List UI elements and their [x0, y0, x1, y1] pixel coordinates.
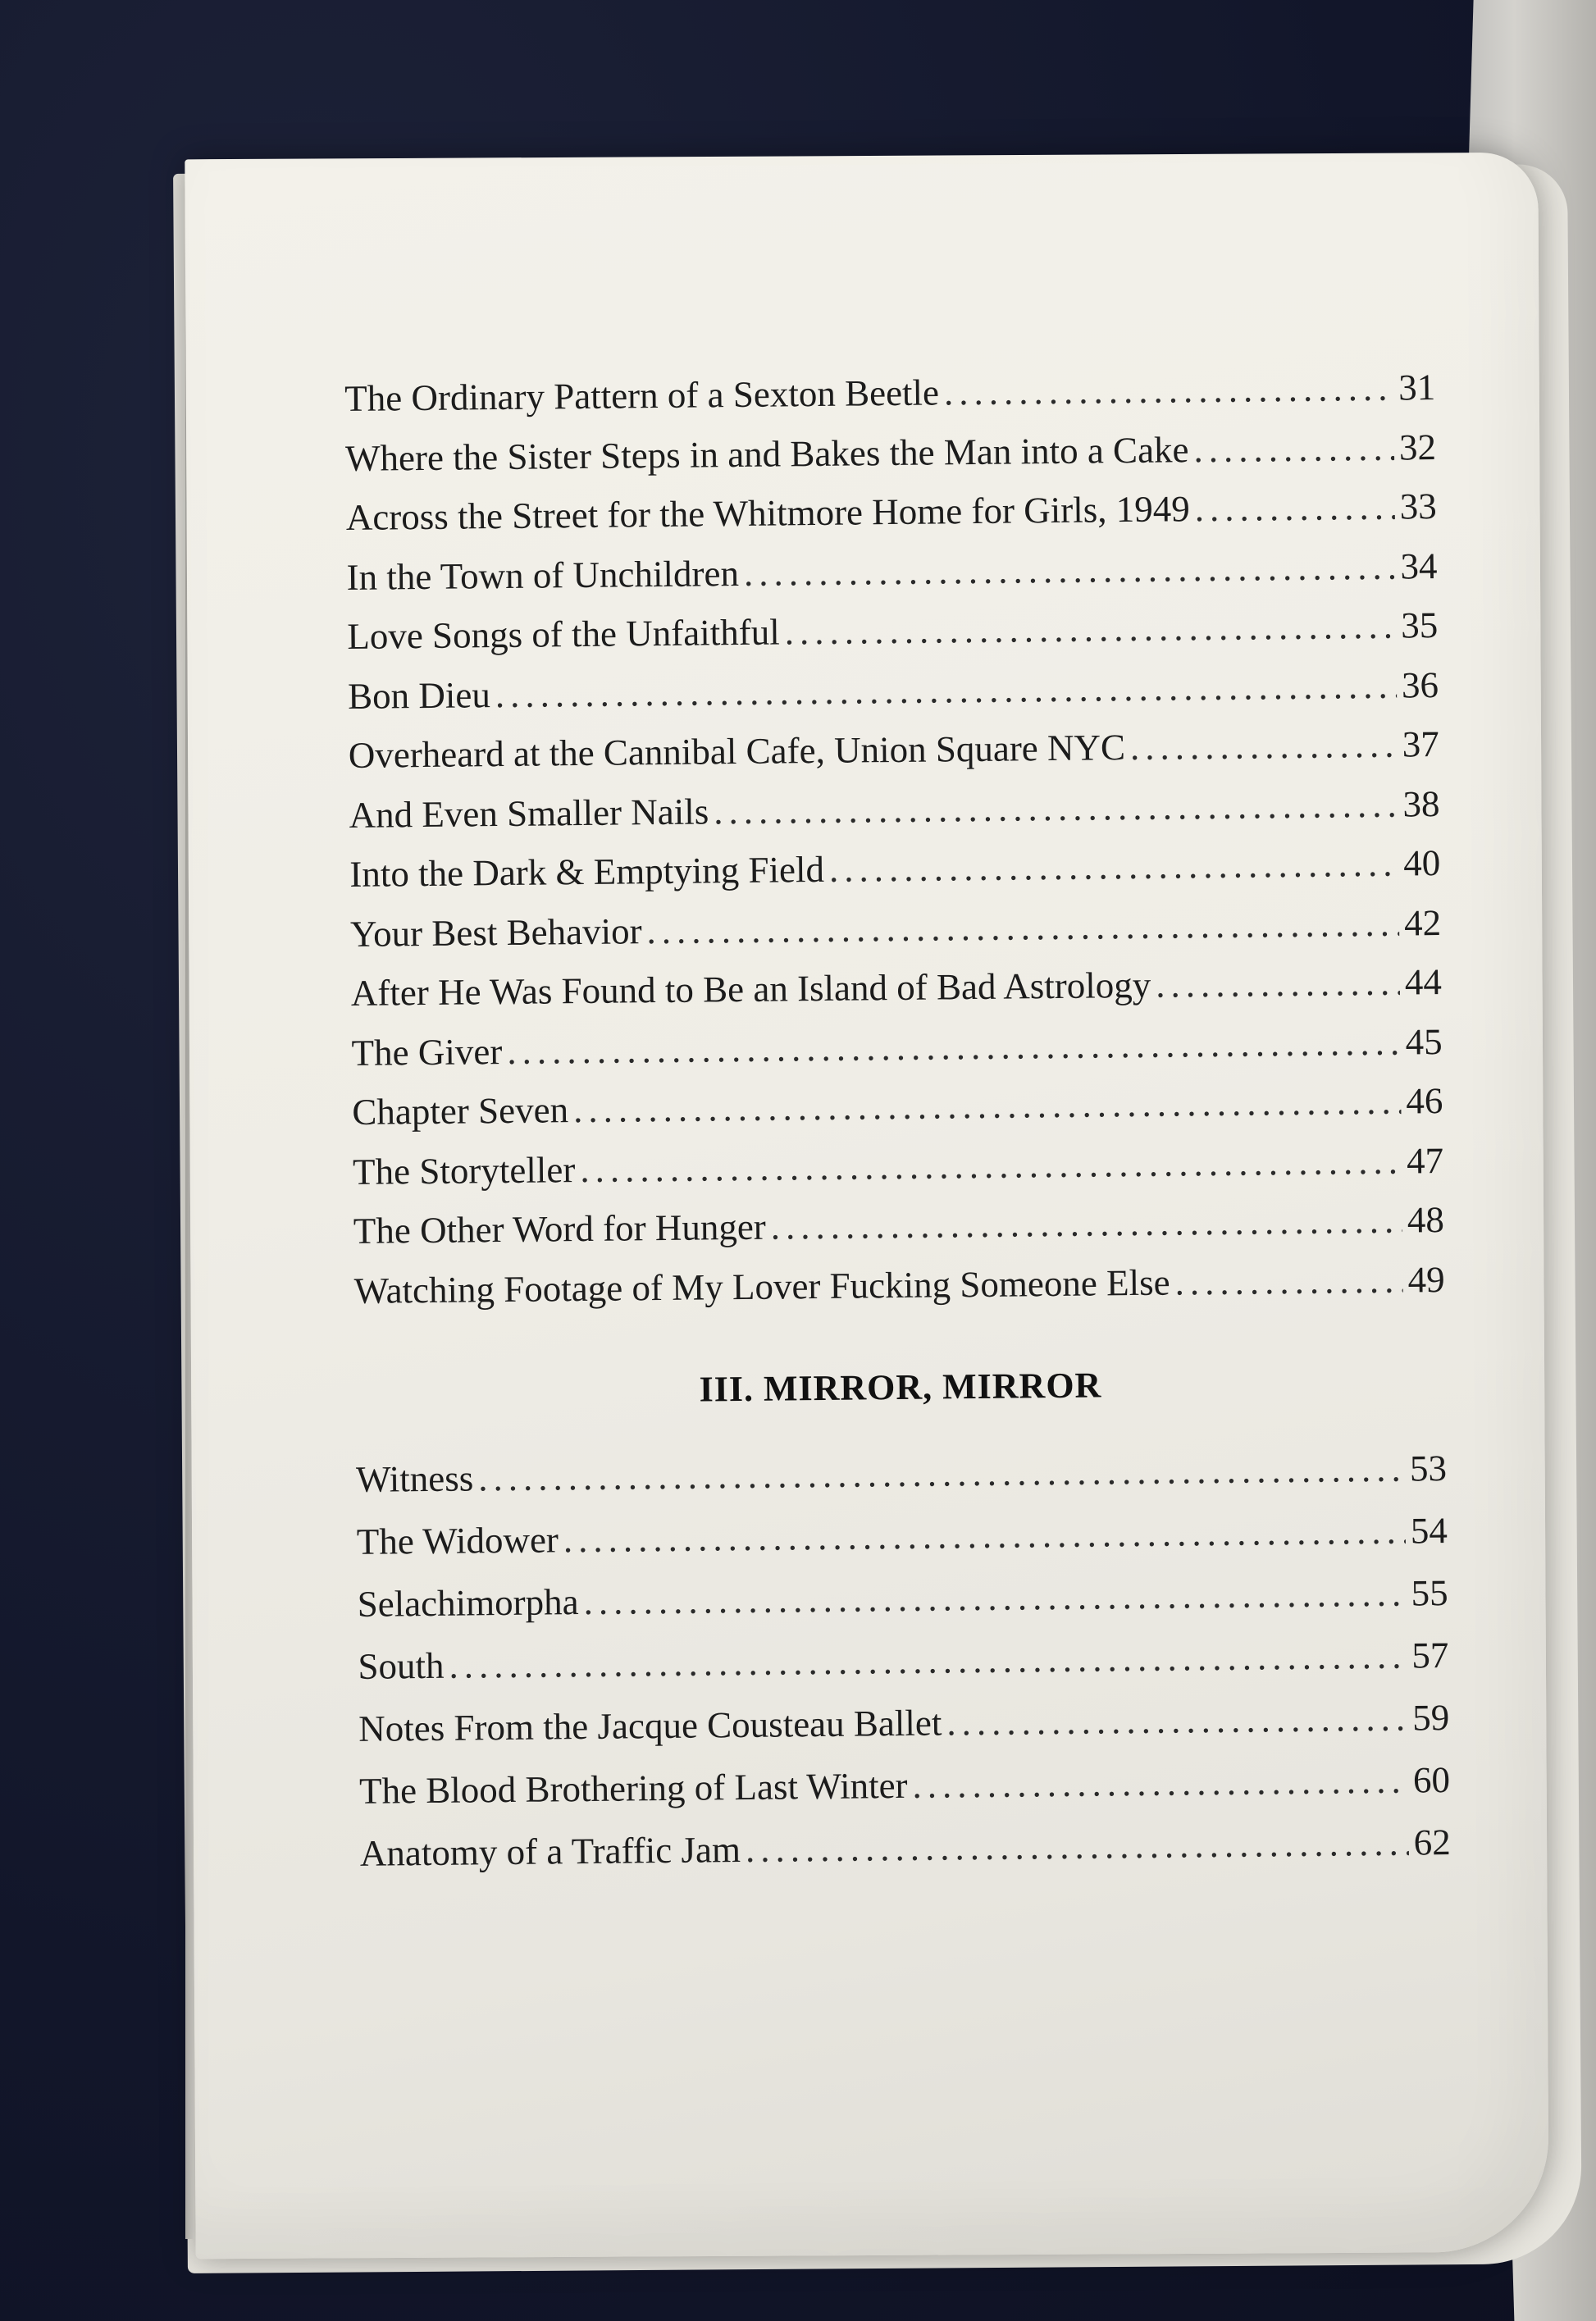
table-of-contents	[344, 366, 1451, 1895]
toc-entry-title: And Even Smaller Nails	[349, 790, 709, 836]
toc-entry-title: Overheard at the Cannibal Cafe, Union Square NYC	[348, 727, 1126, 776]
toc-entry-page: 42	[1403, 901, 1442, 944]
toc-entry-page: 37	[1402, 723, 1440, 765]
toc-entry-page: 53	[1409, 1448, 1448, 1489]
toc-entry-title: South	[358, 1644, 445, 1687]
toc-entry-title: The Other Word for Hunger	[353, 1206, 767, 1252]
toc-entry-title: Watching Footage of My Lover Fucking Someone Else	[353, 1261, 1170, 1311]
toc-entry	[360, 1821, 1452, 1895]
toc-entry-title: In the Town of Unchildren	[346, 552, 740, 598]
toc-entry-title: Anatomy of a Traffic Jam	[359, 1829, 741, 1874]
dot-leader	[829, 842, 1399, 891]
toc-entry-title: Selachimorpha	[357, 1581, 579, 1625]
dot-leader	[944, 367, 1394, 414]
toc-entry-page: 62	[1413, 1821, 1452, 1863]
toc-entry	[345, 426, 1437, 496]
toc-entry	[353, 1258, 1445, 1329]
toc-entry	[358, 1696, 1450, 1770]
toc-entry-page: 45	[1405, 1020, 1443, 1062]
toc-entry	[349, 841, 1441, 912]
dot-leader	[449, 1635, 1407, 1687]
toc-entry-page: 32	[1398, 426, 1437, 468]
toc-entry-title: The Storyteller	[352, 1148, 576, 1192]
toc-entry-page: 33	[1399, 486, 1437, 527]
dot-leader	[746, 1822, 1409, 1871]
toc-entry-title: Notes From the Jacque Cousteau Ballet	[358, 1702, 942, 1749]
dot-leader	[1194, 486, 1395, 531]
dot-leader	[646, 901, 1399, 952]
dot-leader	[1193, 426, 1394, 471]
toc-entry-page: 44	[1404, 961, 1443, 1003]
dot-leader	[573, 1080, 1402, 1132]
dot-leader	[478, 1448, 1405, 1500]
toc-entry-title: Your Best Behavior	[349, 910, 642, 955]
toc-entry	[359, 1758, 1451, 1832]
toc-entry	[349, 723, 1440, 793]
section-heading: III. MIRROR, MIRROR	[699, 1365, 1102, 1410]
toc-entry-page: 59	[1411, 1696, 1450, 1739]
toc-entry-page: 47	[1406, 1139, 1444, 1181]
toc-entry-title: The Widower	[356, 1519, 559, 1562]
toc-entry-page: 31	[1398, 367, 1436, 408]
dot-leader	[770, 1199, 1402, 1248]
toc-entry	[356, 1447, 1448, 1521]
toc-entry-page: 57	[1411, 1634, 1449, 1676]
toc-list-part2	[344, 366, 1445, 1329]
dot-leader	[784, 604, 1396, 654]
toc-entry-title: The Blood Brothering of Last Winter	[358, 1764, 908, 1812]
toc-entry	[358, 1634, 1449, 1708]
toc-entry	[346, 545, 1438, 615]
toc-entry-title: Chapter Seven	[352, 1089, 569, 1133]
dot-leader	[912, 1759, 1408, 1807]
toc-entry-page: 55	[1411, 1571, 1448, 1614]
dot-leader	[563, 1510, 1406, 1562]
toc-entry-title: Bon Dieu	[347, 673, 491, 717]
toc-entry	[346, 485, 1438, 555]
dot-leader	[580, 1139, 1402, 1190]
dot-leader	[507, 1020, 1401, 1072]
toc-entry-title: The Giver	[351, 1030, 503, 1074]
toc-entry-title: Across the Street for the Whitmore Home for Girls, 1949	[345, 488, 1190, 538]
dot-leader	[1174, 1258, 1403, 1303]
toc-entry	[353, 1198, 1445, 1269]
dot-leader	[495, 663, 1398, 716]
toc-entry-page: 38	[1402, 782, 1440, 825]
toc-entry-page: 60	[1412, 1758, 1451, 1801]
toc-entry	[357, 1509, 1448, 1583]
toc-entry	[357, 1571, 1448, 1645]
toc-entry-title: Where the Sister Steps in and Bakes the Man into a Cake	[344, 428, 1189, 479]
toc-entry-page: 40	[1403, 842, 1441, 884]
toc-entry	[353, 1139, 1444, 1210]
toc-entry-page: 46	[1406, 1080, 1443, 1122]
toc-entry-page: 54	[1410, 1509, 1448, 1552]
dot-leader	[744, 545, 1396, 594]
toc-entry-page: 48	[1407, 1199, 1445, 1241]
toc-entry	[351, 960, 1443, 1031]
toc-entry	[344, 366, 1436, 436]
toc-entry	[351, 1020, 1443, 1091]
toc-entry-page: 49	[1407, 1258, 1445, 1300]
dot-leader	[1156, 961, 1400, 1006]
dot-leader	[714, 782, 1398, 832]
toc-entry	[350, 901, 1442, 972]
dot-leader	[946, 1697, 1407, 1744]
toc-entry-page: 35	[1400, 604, 1439, 646]
dot-leader	[1130, 723, 1398, 768]
toc-entry-page: 36	[1401, 663, 1439, 706]
toc-entry-title: After He Was Found to Be an Island of Bad Astrology	[350, 964, 1151, 1014]
toc-entry-page: 34	[1400, 545, 1438, 587]
toc-entry-title: Witness	[355, 1457, 474, 1500]
toc-entry	[348, 663, 1439, 734]
toc-entry	[349, 782, 1440, 853]
dot-leader	[583, 1572, 1407, 1624]
toc-entry-title: Into the Dark & Emptying Field	[349, 848, 825, 895]
toc-entry	[347, 604, 1439, 674]
toc-entry-title: Love Songs of the Unfaithful	[347, 611, 780, 657]
toc-entry-title: The Ordinary Pattern of a Sexton Beetle	[344, 372, 940, 419]
toc-list-part3	[356, 1447, 1451, 1895]
toc-entry	[352, 1079, 1443, 1150]
